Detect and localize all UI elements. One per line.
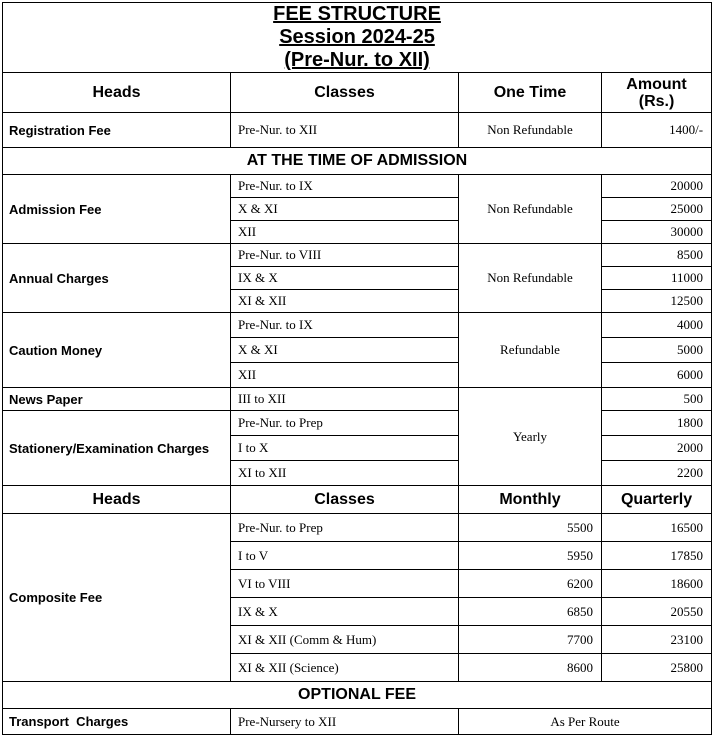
stationery-amount-1: 1800	[602, 411, 712, 436]
caution-amount-1: 4000	[602, 313, 712, 338]
composite-quarterly-1: 16500	[602, 514, 712, 542]
table-row	[3, 411, 712, 436]
table-row	[3, 113, 712, 148]
newspaper-amount: 500	[602, 388, 712, 411]
composite-monthly-5: 7700	[459, 626, 602, 654]
header2-quarterly: Quarterly	[602, 486, 712, 514]
registration-amount: 1400/-	[602, 113, 712, 148]
annual-class-3: XI & XII	[231, 290, 459, 313]
annual-amount-3: 12500	[602, 290, 712, 313]
caution-note: Refundable	[459, 313, 602, 388]
composite-quarterly-6: 25800	[602, 654, 712, 682]
header-amount	[602, 73, 712, 113]
table-row	[3, 313, 712, 338]
table-row	[3, 709, 712, 735]
caution-class-3: XII	[231, 363, 459, 388]
table-row	[3, 175, 712, 198]
title-line3: (Pre-Nur. to XII)	[284, 49, 430, 71]
table-row	[3, 514, 712, 542]
title-line1: FEE STRUCTURE	[273, 3, 441, 25]
table-row	[3, 388, 712, 411]
composite-monthly-3: 6200	[459, 570, 602, 598]
admission-amount-1: 20000	[602, 175, 712, 198]
transport-class: Pre-Nursery to XII	[231, 709, 459, 735]
section-optional: OPTIONAL FEE	[3, 682, 712, 709]
composite-class-3: VI to VIII	[231, 570, 459, 598]
stationery-class-1: Pre-Nur. to Prep	[231, 411, 459, 436]
fee-table	[2, 2, 712, 735]
caution-head: Caution Money	[3, 313, 231, 388]
caution-amount-3: 6000	[602, 363, 712, 388]
composite-quarterly-4: 20550	[602, 598, 712, 626]
composite-quarterly-2: 17850	[602, 542, 712, 570]
stationery-class-2: I to X	[231, 436, 459, 461]
annual-amount-2: 11000	[602, 267, 712, 290]
header-classes: Classes	[231, 73, 459, 113]
stationery-head: Stationery/Examination Charges	[3, 411, 231, 486]
annual-note: Non Refundable	[459, 244, 602, 313]
header-heads: Heads	[3, 73, 231, 113]
composite-monthly-6: 8600	[459, 654, 602, 682]
annual-head: Annual Charges	[3, 244, 231, 313]
admission-class-2: X & XI	[231, 198, 459, 221]
header2-classes: Classes	[231, 486, 459, 514]
stationery-amount-2: 2000	[602, 436, 712, 461]
admission-note: Non Refundable	[459, 175, 602, 244]
annual-amount-1: 8500	[602, 244, 712, 267]
registration-class: Pre-Nur. to XII	[231, 113, 459, 148]
section-admission: AT THE TIME OF ADMISSION	[3, 148, 712, 175]
newspaper-class: III to XII	[231, 388, 459, 411]
header2-heads: Heads	[3, 486, 231, 514]
transport-note: As Per Route	[459, 709, 712, 735]
caution-class-1: Pre-Nur. to IX	[231, 313, 459, 338]
admission-amount-2: 25000	[602, 198, 712, 221]
composite-monthly-2: 5950	[459, 542, 602, 570]
annual-class-2: IX & X	[231, 267, 459, 290]
title-block	[3, 3, 712, 73]
header2-monthly: Monthly	[459, 486, 602, 514]
caution-amount-2: 5000	[602, 338, 712, 363]
admission-head: Admission Fee	[3, 175, 231, 244]
composite-class-6: XI & XII (Science)	[231, 654, 459, 682]
composite-class-5: XI & XII (Comm & Hum)	[231, 626, 459, 654]
header-one-time: One Time	[459, 73, 602, 113]
registration-head: Registration Fee	[3, 113, 231, 148]
composite-class-1: Pre-Nur. to Prep	[231, 514, 459, 542]
admission-class-1: Pre-Nur. to IX	[231, 175, 459, 198]
newspaper-head: News Paper	[3, 388, 231, 411]
yearly-note: Yearly	[459, 388, 602, 486]
composite-quarterly-5: 23100	[602, 626, 712, 654]
stationery-class-3: XI to XII	[231, 461, 459, 486]
composite-quarterly-3: 18600	[602, 570, 712, 598]
composite-head: Composite Fee	[3, 514, 231, 682]
stationery-amount-3: 2200	[602, 461, 712, 486]
transport-head: Transport Charges	[3, 709, 231, 735]
table-row	[3, 244, 712, 267]
composite-monthly-4: 6850	[459, 598, 602, 626]
title-line2: Session 2024-25	[279, 26, 435, 48]
registration-note: Non Refundable	[459, 113, 602, 148]
header-amount-line2: (Rs.)	[638, 92, 675, 110]
admission-amount-3: 30000	[602, 221, 712, 244]
annual-class-1: Pre-Nur. to VIII	[231, 244, 459, 267]
header-amount-line1: Amount	[626, 75, 687, 93]
composite-class-4: IX & X	[231, 598, 459, 626]
admission-class-3: XII	[231, 221, 459, 244]
caution-class-2: X & XI	[231, 338, 459, 363]
composite-monthly-1: 5500	[459, 514, 602, 542]
composite-class-2: I to V	[231, 542, 459, 570]
